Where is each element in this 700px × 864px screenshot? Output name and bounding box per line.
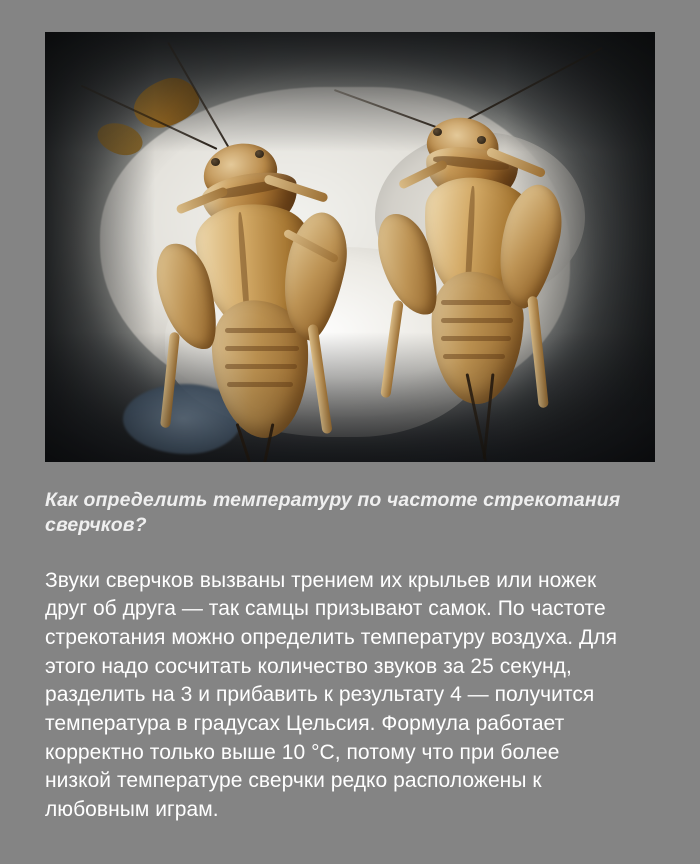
cricket-eye [433,128,442,136]
abdomen-segment [441,300,511,305]
abdomen-segment [441,336,511,341]
abdomen-segment [227,382,293,387]
cricket-photo [45,32,655,462]
cricket-eye [255,150,264,158]
cricket-hind-tibia [307,324,332,434]
abdomen-segment [225,364,297,369]
abdomen-segment [441,318,513,323]
abdomen-segment [225,346,299,351]
article-body: Звуки сверчков вызваны трением их крыльев или ножек друг об друга — так самцы призывают самок. По частоте стрекотания можно определить температуру воздуха. Для этого надо сосчитать количество звуков за 25 секунд, разделить на 3 и прибавить к результату 4 — получится температура в градусах Цельсия. Формула работает корректно только выше 10 °C, потому что при более низкой температуре сверчки редко расположены к любовным играм. [45,568,618,821]
photo-caption: Как определить температуру по частоте стрекотания сверчков? [45,489,621,537]
photo-container [45,32,655,462]
abdomen-segment [443,354,505,359]
cricket-hind-tibia [160,332,180,429]
cricket-right [375,72,625,442]
cricket-eye [477,136,486,144]
cricket-eye [211,158,220,166]
cricket-hind-tibia [380,300,404,398]
abdomen-segment [225,328,297,333]
cricket-hind-tibia [527,296,549,408]
